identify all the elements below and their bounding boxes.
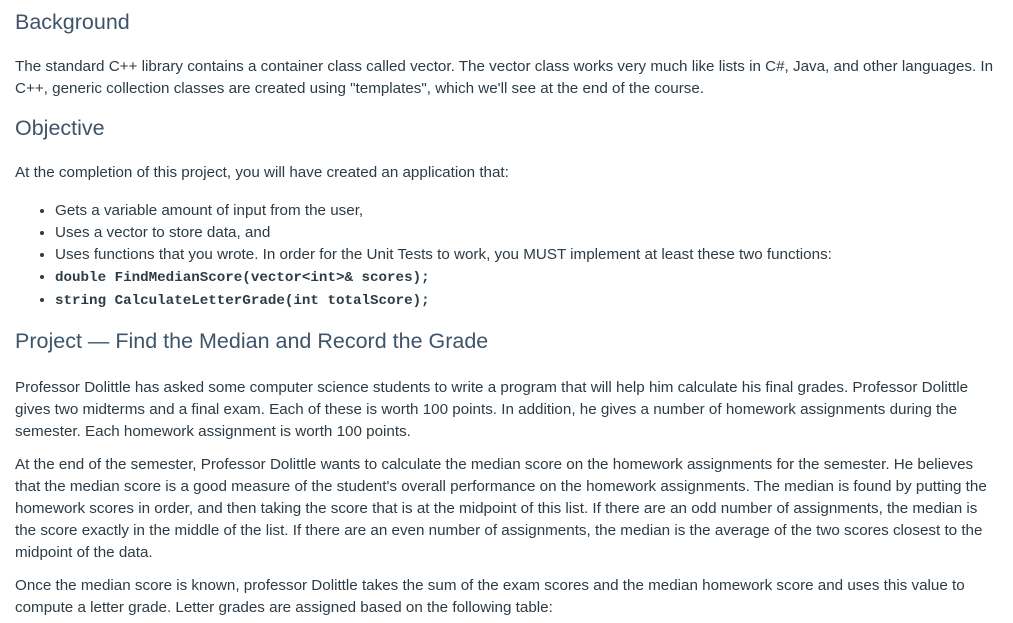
objective-heading: Objective	[15, 116, 105, 140]
code-calc-letter-grade: string CalculateLetterGrade(int totalScore);	[55, 293, 430, 309]
objective-list	[15, 200, 997, 312]
list-item	[55, 266, 997, 289]
background-paragraph: The standard C++ library contains a container class called vector. The vector class works very much like lists in C#, Java, and other languages. In C++, generic collection classes are created using "templates", which we'll see at the end of the course.	[15, 58, 994, 97]
list-item	[55, 289, 997, 312]
code-find-median: double FindMedianScore(vector<int>& scores);	[55, 270, 430, 286]
project-paragraph-2: At the end of the semester, Professor Dolittle wants to calculate the median score on the homework assignments for the semester. He believes that the median score is a good measure of the student's overall performance on the homework assignments. The median is found by putting the homework scores in order, and then taking the score that is at the midpoint of this list. If there are an odd number of assignments, the median is the score exactly in the middle of the list. If there are an even number of assignments, the median is the average of the two scores closest to the midpoint of the data.	[15, 456, 987, 561]
list-item: • Uses functions that you wrote. In order for the Unit Tests to work, you MUST implement at least these two functions:	[55, 244, 997, 266]
project-paragraph-3: Once the median score is known, professor Dolittle takes the sum of the exam scores and the median homework score and uses this value to compute a letter grade. Letter grades are assigned based on the following table:	[15, 577, 965, 616]
list-item: • Uses a vector to store data, and	[55, 222, 997, 244]
project-heading: Project — Find the Median and Record the Grade	[15, 329, 489, 353]
background-heading: Background	[15, 10, 130, 34]
list-item: • Gets a variable amount of input from the user,	[55, 200, 997, 222]
objective-intro: At the completion of this project, you will have created an application that:	[15, 164, 509, 181]
project-paragraph-1: Professor Dolittle has asked some computer science students to write a program that will help him calculate his final grades. Professor Dolittle gives two midterms and a final exam. Each of these is worth 100 points. In addition, he gives a number of homework assignments during the semester. Each homework assignment is worth 100 points.	[15, 379, 969, 440]
